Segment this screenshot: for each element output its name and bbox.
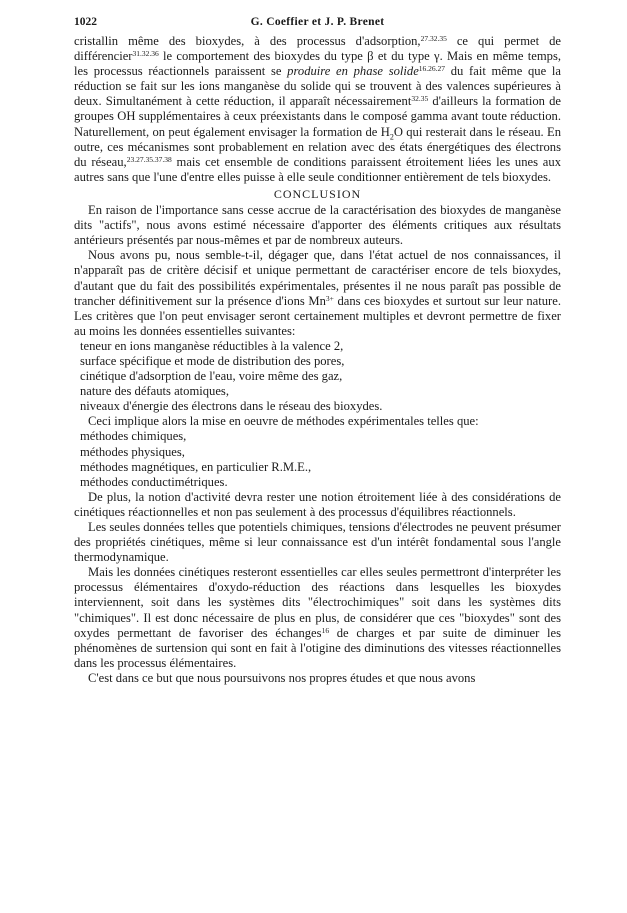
text-run: de charges et par suite de diminuer les phénomènes de surtension qui sont en fait à l'otigine des diminutions des vitesses réactionnelles dans les processus élémentaires. — [74, 625, 561, 670]
text-run: du fait même que la réduction se fait sur les ions manganèse du solide qui se trouvent à des valences supérieures à deux. Simultanément à cette réduction, il apparaît nécessairement — [74, 64, 561, 109]
paragraph: C'est dans ce but que nous poursuivons nos propres études et que nous avons — [88, 670, 476, 685]
journal-page — [74, 10, 561, 686]
paragraph — [74, 565, 561, 671]
emphasis-text: produire en phase solide — [287, 64, 419, 79]
paragraph: En raison de l'importance sans cesse accrue de la caractérisation des bioxydes de manganèse dits "actifs", nous avons estimé nécessaire d'apporter des éléments critiques aux résultats antérieurs présentés par nous-mêmes et par de nombreux auteurs. — [74, 203, 561, 248]
paragraph: Les seules données telles que potentiels chimiques, tensions d'électrodes ne peuvent présumer des propriétés cinétiques, même si leur connaissance est d'un intérêt fondamental sous l'angle thermodynamique. — [74, 520, 562, 565]
article-body — [74, 34, 561, 686]
citation-superscript: 31.32.36 — [132, 49, 159, 59]
list-item: méthodes conductimétriques. — [80, 474, 228, 489]
criteria-list — [74, 339, 561, 414]
running-head: G. Coeffier et J. P. Brenet — [250, 16, 385, 28]
text-run: mais cet ensemble de conditions paraissent étroitement liées les unes aux autres sans que l'une d'entre elles puisse à elle seule conditionner entièrement de tels bioxydes. — [74, 154, 561, 184]
page-header — [74, 10, 561, 34]
citation-superscript: 16.26.27 — [418, 64, 446, 74]
citation-superscript: 32.35 — [411, 94, 429, 104]
list-item: méthodes magnétiques, en particulier R.M.E., — [80, 459, 312, 474]
methods-list — [74, 429, 561, 489]
text-run: Mais les données cinétiques resteront essentielles car elles seules permettront d'interpréter les processus élémentaires d'oxydo-réduction des réactions dans lesquelles les bioxydes interviennent, soit dans les systèmes dits "électrochimiques" soit dans les systèmes dits "chimiques". Il est donc nécessaire de plus en plus, de considérer que ces "bioxydes" sont des oxydes permettant de favoriser des échanges — [74, 565, 561, 640]
list-item: méthodes chimiques, — [80, 429, 187, 444]
list-item: teneur en ions manganèse réductibles à la valence 2, — [80, 338, 344, 353]
text-run: dans ces bioxydes et surtout sur leur nature. Les critères que l'on peut envisager seront certainement multiples et devront permettre de fixer au moins les données essentielles suivantes: — [74, 293, 561, 338]
subscript: 2 — [389, 132, 394, 142]
text-run: O qui resterait dans le réseau. En outre, ces mécanismes sont probablement en relation avec des états énergétiques des électrons du réseau, — [74, 124, 561, 169]
citation-superscript: 27.32.35 — [420, 34, 447, 43]
continued-paragraph — [74, 34, 561, 185]
citation-superscript: 16 — [321, 625, 330, 635]
list-item: cinétique d'adsorption de l'eau, voire même des gaz, — [80, 369, 343, 384]
paragraph: Ceci implique alors la mise en oeuvre de méthodes expérimentales telles que: — [88, 414, 479, 429]
list-item: surface spécifique et mode de distribution des pores, — [80, 353, 345, 368]
text-run: cristallin même des bioxydes, à des processus d'adsorption, — [74, 34, 421, 48]
page-number: 1022 — [74, 16, 97, 28]
text-run: ce qui permet de différencier — [74, 34, 562, 64]
list-item: méthodes physiques, — [80, 444, 185, 459]
paragraph — [74, 248, 561, 339]
list-item: niveaux d'énergie des électrons dans le réseau des bioxydes. — [80, 399, 383, 414]
paragraph: De plus, la notion d'activité devra rester une notion étroitement liée à des considérations de cinétiques réactionnelles et non pas seulement à des processus d'équilibres réactionnels. — [74, 489, 561, 519]
section-heading: CONCLUSION — [273, 186, 362, 201]
text-run: le comportement des bioxydes du type β et du type γ. Mais en même temps, les processus réactionnels paraissent se — [74, 49, 561, 79]
text-run: d'ailleurs la formation de groupes OH supplémentaires à ceux préexistants dans le composé gamma avant toute réduction. Naturellement, on peut également envisager la formation de H — [74, 94, 561, 139]
citation-superscript: 23.27.35.37.38 — [126, 154, 172, 164]
list-item: nature des défauts atomiques, — [80, 384, 229, 399]
superscript: 3+ — [325, 293, 334, 303]
text-run: Nous avons pu, nous semble-t-il, dégager que, dans l'état actuel de nos connaissances, il n'apparaît pas de critère décisif et unique permettant de caractériser encore de tels bioxydes, d'autant que du fait des possibilités expérimentales, présentes il ne nous paraît pas possible de trancher définitivement sur la présence d'ions Mn — [74, 248, 561, 308]
